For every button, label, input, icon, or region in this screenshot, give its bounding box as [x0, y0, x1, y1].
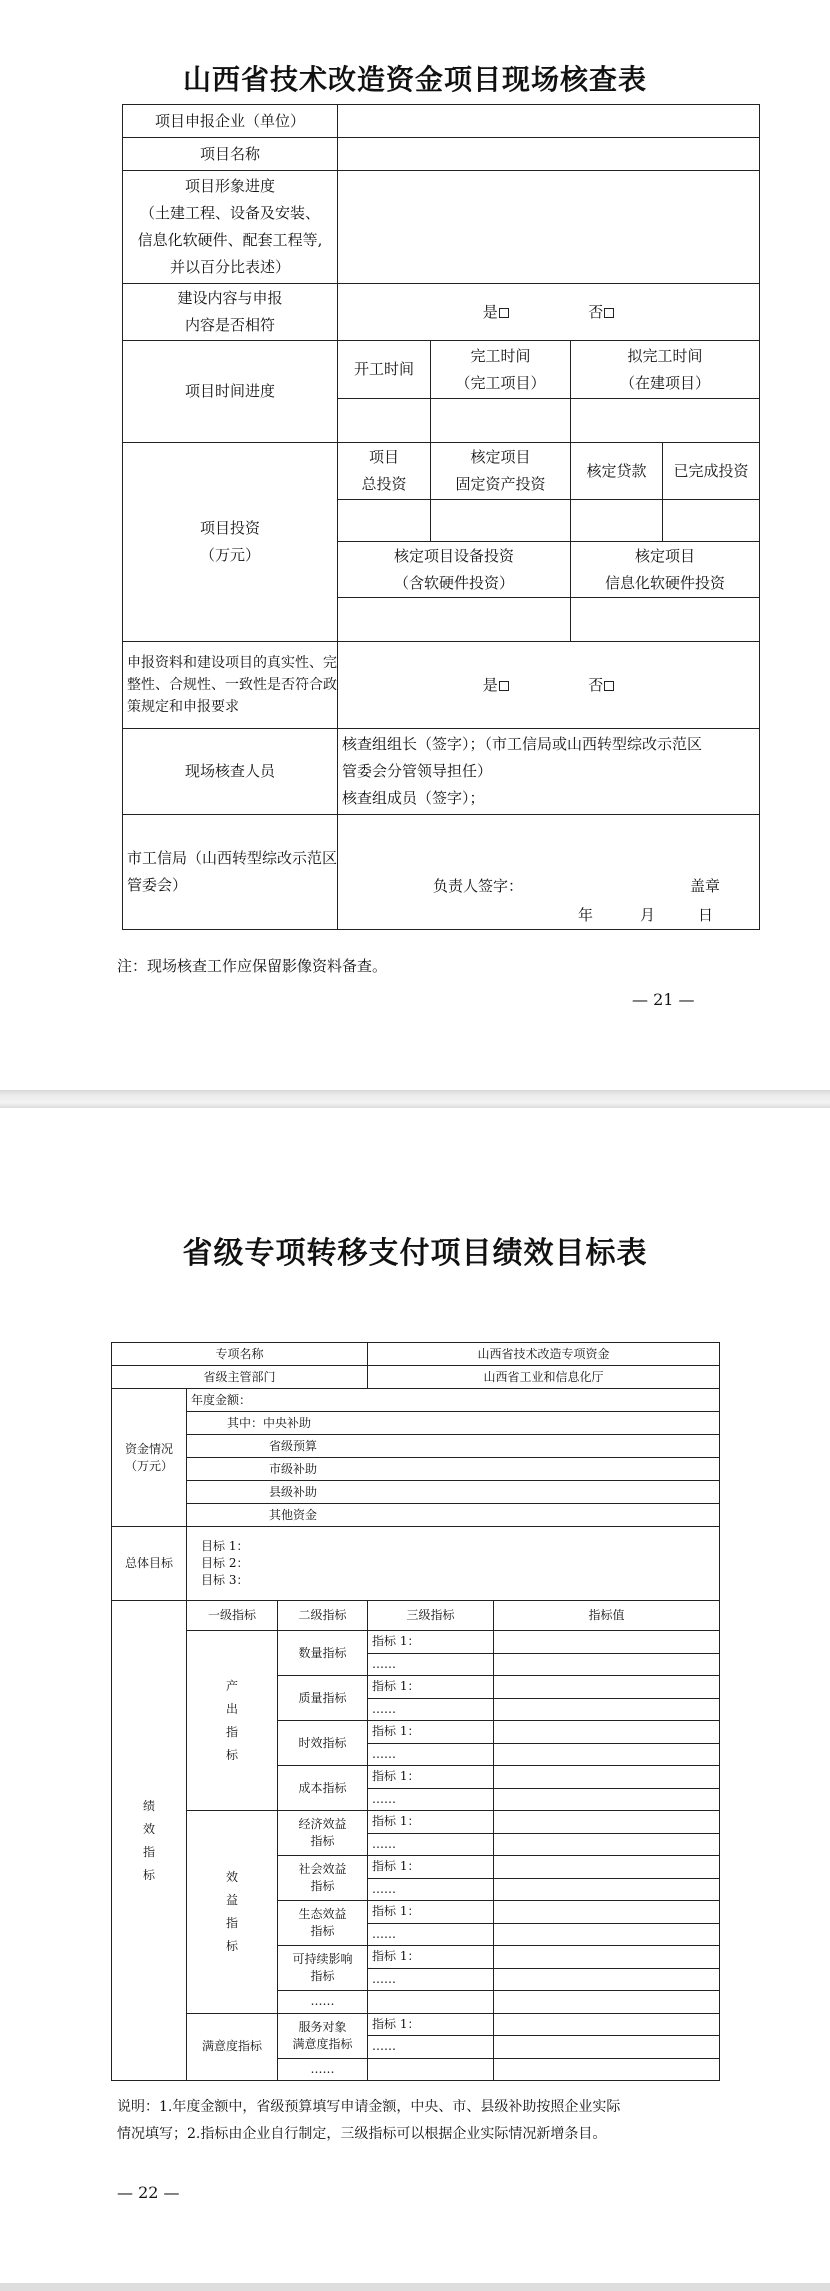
benefit-label — [187, 1811, 278, 2014]
page-21 — [0, 0, 830, 1090]
service-line-2: 满意度指标 — [292, 2036, 353, 2051]
value-cell[interactable] — [494, 1743, 720, 1766]
yes-checkbox[interactable] — [499, 308, 509, 318]
econ-line-1: 经济效益 — [298, 1817, 347, 1831]
index-cell[interactable]: 指标 1： — [368, 1766, 494, 1789]
progress-line-4: 并以百分比表述） — [169, 258, 290, 276]
leader-line-2: 管委会分管领导担任） — [342, 762, 493, 780]
index-cell[interactable]: 指标 1： — [368, 1721, 494, 1744]
perf-char: 效 — [142, 1821, 155, 1836]
value-cell[interactable] — [494, 1653, 720, 1676]
fixed-invest-field[interactable] — [431, 500, 571, 542]
value-cell[interactable] — [494, 1631, 720, 1654]
equip-invest-header — [338, 542, 571, 598]
central-row[interactable]: 其中：中央补助 — [187, 1412, 720, 1435]
planned-time-line-2: （在建项目） — [619, 373, 710, 392]
inspectors-label: 现场核查人员 — [123, 729, 338, 815]
value-cell[interactable] — [494, 1856, 720, 1879]
page-bottom-edge — [0, 2283, 830, 2291]
value-cell[interactable] — [494, 1946, 720, 1969]
benefit-dots: …… — [278, 1991, 368, 2014]
explanation-note — [117, 2094, 737, 2148]
perf-char: 标 — [142, 1867, 155, 1882]
timeliness-label: 时效指标 — [278, 1721, 368, 1766]
loan-header: 核定贷款 — [571, 443, 663, 500]
provincial-row[interactable]: 省级预算 — [187, 1435, 720, 1458]
performance-table — [111, 1342, 720, 2081]
inspectors-field[interactable] — [338, 729, 760, 815]
month-label: 月 — [640, 906, 656, 924]
dots-cell[interactable]: …… — [368, 1788, 494, 1811]
dots-cell[interactable]: …… — [368, 1653, 494, 1676]
social-line-1: 社会效益 — [298, 1862, 347, 1876]
county-row[interactable]: 县级补助 — [187, 1481, 720, 1504]
level1-header: 一级指标 — [187, 1601, 278, 1631]
value-header: 指标值 — [494, 1601, 720, 1631]
benefit-char: 益 — [225, 1892, 238, 1907]
complete-time-field[interactable] — [431, 399, 571, 443]
index-cell[interactable]: 指标 1： — [368, 2013, 494, 2036]
funds-label — [112, 1389, 187, 1527]
yes-option[interactable]: 是 — [483, 303, 509, 321]
value-cell[interactable] — [494, 2013, 720, 2036]
value-cell[interactable] — [494, 1788, 720, 1811]
value-cell[interactable] — [494, 1676, 720, 1699]
index-cell[interactable]: 指标 1： — [368, 1901, 494, 1924]
funds-label-line-1: 资金情况 — [124, 1441, 173, 1456]
perf-label — [112, 1601, 187, 2081]
seal-label: 盖章 — [690, 877, 721, 895]
social-line-2: 指标 — [310, 1879, 335, 1893]
other-row[interactable]: 其他资金 — [187, 1504, 720, 1527]
output-label — [187, 1631, 278, 1811]
benefit-char: 标 — [225, 1938, 238, 1953]
footnote: 注：现场核查工作应保留影像资料备查。 — [117, 957, 388, 975]
value-cell[interactable] — [494, 1968, 720, 1991]
overall-goals[interactable] — [187, 1527, 720, 1601]
quality-label: 质量指标 — [278, 1676, 368, 1721]
perf-char: 指 — [142, 1844, 155, 1859]
sustain-line-2: 指标 — [310, 1969, 335, 1983]
output-char: 标 — [225, 1747, 238, 1762]
dots-cell[interactable]: …… — [368, 1833, 494, 1856]
blank-cell[interactable] — [368, 2058, 494, 2081]
sign-label: 负责人签字： — [433, 877, 524, 895]
satisfaction-label: 满意度指标 — [187, 2013, 278, 2081]
dots-cell[interactable]: …… — [368, 1878, 494, 1901]
dots-cell[interactable]: …… — [368, 1968, 494, 1991]
total-invest-header — [338, 443, 431, 500]
index-cell[interactable]: 指标 1： — [368, 1856, 494, 1879]
output-char: 出 — [225, 1701, 238, 1716]
no-checkbox[interactable] — [604, 308, 614, 318]
leader-line-1: 核查组组长（签字）；（市工信局或山西转型综改示范区 — [342, 735, 703, 753]
level3-header: 三级指标 — [368, 1601, 494, 1631]
progress-line-3: 信息化软硬件、配套工程等, — [137, 231, 323, 249]
dots-cell[interactable]: …… — [368, 2036, 494, 2059]
index-cell[interactable]: 指标 1： — [368, 1631, 494, 1654]
note-line-2: 情况填写；2.指标由企业自行制定，三级指标可以根据企业实际情况新增条目。 — [117, 2126, 607, 2142]
value-cell[interactable] — [494, 1878, 720, 1901]
fixed-invest-line-2: 固定资产投资 — [455, 475, 546, 493]
year-label: 年 — [578, 906, 594, 924]
day-label: 日 — [698, 906, 714, 924]
output-char: 指 — [225, 1724, 238, 1739]
goal-2: 目标 2： — [201, 1556, 249, 1570]
econ-label — [278, 1811, 368, 1856]
no-option[interactable]: 否 — [588, 303, 614, 321]
service-label — [278, 2013, 368, 2058]
info-invest-field[interactable] — [571, 598, 760, 642]
consistency-line-2: 内容是否相符 — [184, 316, 275, 334]
planned-time-field[interactable] — [571, 399, 760, 443]
dept-label: 省级主管部门 — [112, 1366, 368, 1389]
fixed-invest-line-1: 核定项目 — [470, 448, 531, 466]
value-cell[interactable] — [494, 1991, 720, 2014]
consistency-label — [123, 284, 338, 341]
perf-char: 绩 — [142, 1798, 155, 1813]
fixed-invest-header — [431, 443, 571, 500]
project-name-field[interactable] — [338, 138, 760, 171]
planned-time-line-1: 拟完工时间 — [627, 346, 703, 365]
equip-invest-line-1: 核定项目设备投资 — [393, 546, 514, 565]
econ-line-2: 指标 — [310, 1834, 335, 1848]
note-line-1: 说明：1.年度金额中，省级预算填写申请金额，中央、市、县级补助按照企业实际 — [117, 2099, 621, 2115]
index-cell[interactable]: 指标 1： — [368, 1676, 494, 1699]
value-cell[interactable] — [494, 1811, 720, 1834]
value-cell[interactable] — [494, 1766, 720, 1789]
goal-1: 目标 1： — [201, 1539, 249, 1553]
page-separator — [0, 1090, 830, 1108]
yes-checkbox-2[interactable] — [499, 681, 509, 691]
value-cell[interactable] — [494, 1833, 720, 1856]
overall-label: 总体目标 — [112, 1527, 187, 1601]
progress-label — [123, 171, 338, 284]
progress-field[interactable] — [338, 171, 760, 284]
cost-label: 成本指标 — [278, 1766, 368, 1811]
start-time-header: 开工时间 — [338, 341, 431, 399]
page-22 — [0, 1108, 830, 2291]
page-title: 山西省技术改造资金项目现场核查表 — [182, 63, 647, 96]
bureau-label: 市工信局（山西转型综改示范区管委会） — [123, 815, 338, 930]
start-time-field[interactable] — [338, 399, 431, 443]
special-name-label: 专项名称 — [112, 1343, 368, 1366]
info-invest-line-1: 核定项目 — [634, 546, 695, 565]
sustain-label — [278, 1946, 368, 1991]
progress-line-1: 项目形象进度 — [184, 177, 275, 195]
quantity-label: 数量指标 — [278, 1631, 368, 1676]
city-row[interactable]: 市级补助 — [187, 1458, 720, 1481]
authenticity-choice — [338, 642, 760, 729]
completed-invest-field[interactable] — [663, 500, 760, 542]
investment-line-2: （万元） — [199, 546, 260, 564]
output-char: 产 — [225, 1678, 238, 1693]
complete-time-line-2: （完工项目） — [455, 373, 546, 392]
members-line: 核查组成员（签字）； — [342, 789, 485, 807]
total-invest-field[interactable] — [338, 500, 431, 542]
no-checkbox-2[interactable] — [604, 681, 614, 691]
sustain-line-1: 可持续影响 — [292, 1952, 353, 1966]
time-progress-label: 项目时间进度 — [123, 341, 338, 443]
index-cell[interactable]: 指标 1： — [368, 1946, 494, 1969]
yes-option-2[interactable]: 是 — [483, 676, 509, 694]
page-title-2: 省级专项转移支付项目绩效目标表 — [182, 1236, 648, 1271]
loan-field[interactable] — [571, 500, 663, 542]
completed-invest-header: 已完成投资 — [663, 443, 760, 500]
page-number-2: — 22 — — [117, 2183, 180, 2202]
investment-line-1: 项目投资 — [199, 519, 260, 537]
total-invest-line-2: 总投资 — [361, 475, 407, 493]
value-cell[interactable] — [494, 1721, 720, 1744]
investment-label — [123, 443, 338, 642]
dots-cell[interactable]: …… — [368, 1698, 494, 1721]
service-line-1: 服务对象 — [298, 2019, 347, 2034]
progress-line-2: （土建工程、设备及安装、 — [139, 204, 320, 222]
consistency-choice — [338, 284, 760, 341]
funds-label-line-2: （万元） — [124, 1458, 173, 1473]
value-cell[interactable] — [494, 1923, 720, 1946]
authenticity-label: 申报资料和建设项目的真实性、完整性、合规性、一致性是否符合政策规定和申报要求 — [123, 642, 338, 729]
eco-label — [278, 1901, 368, 1946]
value-cell[interactable] — [494, 1698, 720, 1721]
blank-cell[interactable] — [368, 1991, 494, 2014]
eco-line-2: 指标 — [310, 1924, 335, 1938]
value-cell[interactable] — [494, 1901, 720, 1924]
inspection-table — [122, 104, 760, 930]
special-name-value: 山西省技术改造专项资金 — [368, 1343, 720, 1366]
dots-cell[interactable]: …… — [368, 1743, 494, 1766]
project-name-label: 项目名称 — [123, 138, 338, 171]
complete-time-header — [431, 341, 571, 399]
social-label — [278, 1856, 368, 1901]
enterprise-field[interactable] — [338, 105, 760, 138]
no-option-2[interactable]: 否 — [588, 676, 614, 694]
benefit-char: 效 — [225, 1869, 238, 1884]
complete-time-line-1: 完工时间 — [470, 346, 531, 365]
goal-3: 目标 3： — [201, 1573, 249, 1587]
bureau-sign-field[interactable] — [338, 815, 760, 930]
equip-invest-line-2: （含软硬件投资） — [393, 573, 514, 592]
value-cell[interactable] — [494, 2036, 720, 2059]
total-invest-line-1: 项目 — [368, 448, 399, 466]
annual-amount-row[interactable]: 年度金额： — [187, 1389, 720, 1412]
satisfaction-dots: …… — [278, 2058, 368, 2081]
eco-line-1: 生态效益 — [298, 1907, 347, 1921]
enterprise-label: 项目申报企业（单位） — [123, 105, 338, 138]
info-invest-header — [571, 542, 760, 598]
info-invest-line-2: 信息化软硬件投资 — [604, 573, 725, 592]
consistency-line-1: 建设内容与申报 — [177, 289, 283, 307]
page-number: — 21 — — [632, 990, 695, 1009]
dots-cell[interactable]: …… — [368, 1923, 494, 1946]
value-cell[interactable] — [494, 2058, 720, 2081]
planned-time-header — [571, 341, 760, 399]
level2-header: 二级指标 — [278, 1601, 368, 1631]
dept-value: 山西省工业和信息化厅 — [368, 1366, 720, 1389]
equip-invest-field[interactable] — [338, 598, 571, 642]
index-cell[interactable]: 指标 1： — [368, 1811, 494, 1834]
benefit-char: 指 — [225, 1915, 238, 1930]
